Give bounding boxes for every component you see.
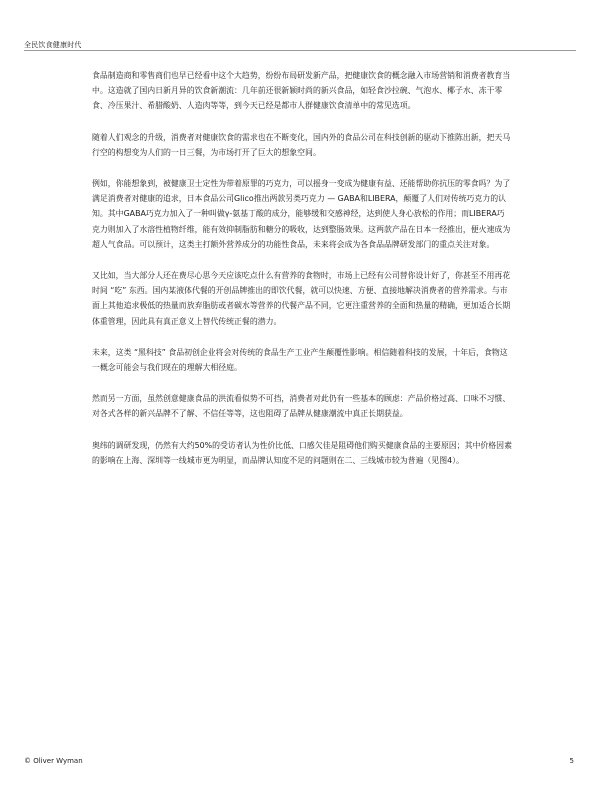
- running-header-title: 全民饮食健康时代: [24, 41, 82, 49]
- page-number: 5: [569, 757, 574, 765]
- paragraph-1: 食品制造商和零售商们也早已经看中这个大趋势，纷纷布局研发新产品，把健康饮食的概念融入市场营销和消费者教育当中。这造就了国内日新月异的饮食新潮流：几年前还很新颖时尚的新兴食品，如轻食沙拉碗、气泡水、椰子水、冻干零食、冷压果汁、希腊酸奶、人造肉等等，到今天已经是都市人群健康饮食清单中的常见选项。: [92, 71, 511, 111]
- paragraph-4: 又比如，当大部分人还在费尽心思今天应该吃点什么有营养的食物时，市场上已经有公司替你设计好了，你甚至不用再花时间 “吃” 东西。国内某液体代餐的开创品牌推出的即饮代餐，就可以快速、方便、直接地解决消费者的营养需求。与市面上其他追求极低的热量而放弃脂肪或者碳水等营养的代餐产品不同，它更注重营养的全面和热量的精确，更加适合长期体重管理，因此具有真正意义上替代传统正餐的潜力。: [92, 271, 511, 326]
- header-divider: [24, 50, 576, 51]
- paragraph-3: 例如，你能想象到，被健康卫士定性为带着原罪的巧克力，可以摇身一变成为健康有益、还能帮助你抗压的零食吗？为了满足消费者对健康的追求，日本食品公司Glico推出两款另类巧克力 — GABA和LIBERA，颠覆了人们对传统巧克力的认知。其中GABA巧克力加入了一种叫做γ-氨基丁酸的成分，能够缓和交感神经，达到使人身心放松的作用；而LIBERA巧克力则加入了水溶性植物纤维，能有效抑制脂肪和糖分的吸收，达到整肠效果。这两款产品在日本一经推出，便火速成为超人气食品。可以预计，这类主打额外营养成分的功能性食品，未来将会成为各食品品牌研发部门的重点关注对象。: [92, 179, 511, 249]
- footer-copyright: © Oliver Wyman: [24, 757, 83, 765]
- body-text: [92, 68, 512, 484]
- paragraph-7: 奥纬的调研发现，仍然有大约50%的受访者认为性价比低、口感欠佳是阻碍他们购买健康食品的主要原因；其中价格因素的影响在上海、深圳等一线城市更为明显，而品牌认知度不足的问题则在二、三线城市较为普遍（见图4）。: [92, 440, 512, 465]
- paragraph-6: 然而另一方面，虽然创意健康食品的洪流看似势不可挡，消费者对此仍有一些基本的顾虑：产品价格过高、口味不习惯、对各式各样的新兴品牌不了解、不信任等等，这也阻碍了品牌从健康潮流中真正长期获益。: [92, 394, 511, 419]
- paragraph-5: 未来，这类 “黑科技” 食品初创企业将会对传统的食品生产工业产生颠覆性影响。相信随着科技的发展，十年后，食物这一概念可能会与我们现在的理解大相径庭。: [92, 347, 508, 373]
- paragraph-2: 随着人们观念的升级，消费者对健康饮食的需求也在不断变化，国内外的食品公司在科技创新的驱动下推陈出新，把天马行空的构想变为人们的一日三餐，为市场打开了巨大的想象空间。: [92, 132, 511, 157]
